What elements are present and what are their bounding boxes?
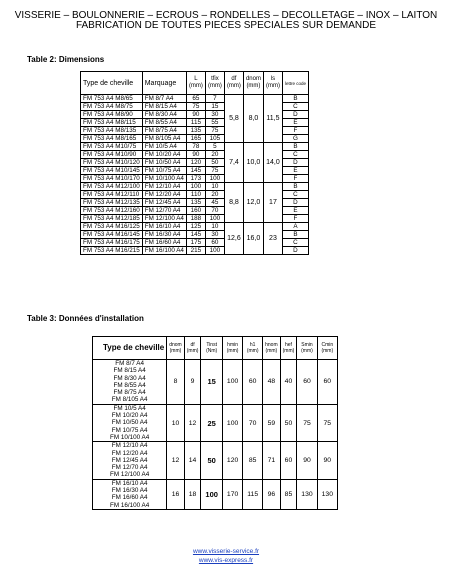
cell-val-4: 60 (243, 360, 263, 405)
header-col-3: hmin (mm) (222, 337, 242, 360)
cell-code: E (282, 167, 308, 175)
cell-tfix: 10 (205, 223, 224, 231)
cell-dnom: 8,0 (243, 95, 263, 143)
cell-L: 188 (186, 215, 205, 223)
cell-code: F (282, 215, 308, 223)
cell-val-6: 60 (280, 442, 297, 479)
header-marquage: Marquage (142, 72, 186, 95)
cell-marquage: FM 10/20 A4 (142, 151, 186, 159)
header-L: L (mm) (186, 72, 205, 95)
cell-code: D (282, 199, 308, 207)
header-type: Type de cheville (81, 72, 143, 95)
cell-val-1: 18 (184, 479, 201, 509)
cell-val-3: 100 (222, 360, 242, 405)
cell-L: 90 (186, 111, 205, 119)
cell-val-1: 12 (184, 404, 201, 441)
cell-val-8: 60 (317, 360, 337, 405)
cell-marquage: FM 12/45 A4 (142, 199, 186, 207)
table-row (93, 404, 338, 441)
cell-val-7: 75 (297, 404, 317, 441)
cell-tfix: 100 (205, 215, 224, 223)
cell-types: FM 12/10 A4 FM 12/20 A4 FM 12/45 A4 FM 12/70 A4 FM 12/100 A4 (93, 442, 167, 479)
header-line-1: VISSERIE – BOULONNERIE – ECROUS – RONDELLES – DECOLLETAGE – INOX – LAITON (14, 10, 438, 21)
cell-df: 5,8 (224, 95, 243, 143)
cell-val-6: 50 (280, 404, 297, 441)
cell-tfix: 60 (205, 239, 224, 247)
cell-type: FM 753 A4 M10/90 (81, 151, 143, 159)
cell-val-2: 25 (201, 404, 223, 441)
cell-code: C (282, 103, 308, 111)
cell-val-3: 170 (222, 479, 242, 509)
cell-ls: 17 (263, 183, 282, 223)
cell-val-0: 12 (167, 442, 185, 479)
cell-L: 135 (186, 199, 205, 207)
cell-val-6: 85 (280, 479, 297, 509)
cell-types: FM 10/5 A4 FM 10/20 A4 FM 10/50 A4 FM 10/75 A4 FM 10/100 A4 (93, 404, 167, 441)
table-row (81, 95, 309, 103)
cell-L: 145 (186, 167, 205, 175)
table-row (93, 360, 338, 405)
cell-val-0: 10 (167, 404, 185, 441)
cell-df: 12,6 (224, 223, 243, 255)
header-type: Type de cheville (93, 337, 167, 360)
cell-dnom: 10,0 (243, 143, 263, 183)
cell-val-2: 100 (201, 479, 223, 509)
cell-L: 110 (186, 191, 205, 199)
header-col-7: Smin (mm) (297, 337, 317, 360)
cell-L: 100 (186, 183, 205, 191)
cell-marquage: FM 8/105 A4 (142, 135, 186, 143)
header-col-8: Cmin (mm) (317, 337, 337, 360)
cell-tfix: 5 (205, 143, 224, 151)
cell-type: FM 753 A4 M8/90 (81, 111, 143, 119)
cell-type: FM 753 A4 M16/125 (81, 223, 143, 231)
cell-val-3: 120 (222, 442, 242, 479)
cell-code: C (282, 151, 308, 159)
cell-val-5: 96 (263, 479, 281, 509)
cell-ls: 14,0 (263, 143, 282, 183)
cell-ls: 23 (263, 223, 282, 255)
cell-type: FM 753 A4 M12/110 (81, 191, 143, 199)
cell-tfix: 50 (205, 159, 224, 167)
table2-caption: Table 2: Dimensions (27, 55, 105, 64)
cell-L: 165 (186, 135, 205, 143)
cell-code: F (282, 175, 308, 183)
cell-marquage: FM 8/7 A4 (142, 95, 186, 103)
footer-link-vis-express[interactable]: www.vis-express.fr (198, 557, 254, 564)
cell-tfix: 55 (205, 119, 224, 127)
cell-marquage: FM 16/100 A4 (142, 247, 186, 255)
cell-val-4: 85 (243, 442, 263, 479)
header-col-2: Tinst (Nm) (201, 337, 223, 360)
cell-tfix: 15 (205, 103, 224, 111)
cell-L: 135 (186, 127, 205, 135)
cell-L: 115 (186, 119, 205, 127)
cell-code: B (282, 95, 308, 103)
cell-val-6: 40 (280, 360, 297, 405)
cell-L: 125 (186, 223, 205, 231)
table-row (93, 442, 338, 479)
cell-dnom: 16,0 (243, 223, 263, 255)
cell-code: F (282, 127, 308, 135)
cell-type: FM 753 A4 M10/75 (81, 143, 143, 151)
cell-code: B (282, 183, 308, 191)
cell-marquage: FM 12/10 A4 (142, 183, 186, 191)
cell-marquage: FM 10/100 A4 (142, 175, 186, 183)
cell-code: C (282, 239, 308, 247)
cell-tfix: 70 (205, 207, 224, 215)
cell-val-8: 130 (317, 479, 337, 509)
cell-val-5: 48 (263, 360, 281, 405)
cell-marquage: FM 8/75 A4 (142, 127, 186, 135)
table-row (81, 183, 309, 191)
cell-L: 75 (186, 103, 205, 111)
cell-type: FM 753 A4 M10/145 (81, 167, 143, 175)
cell-L: 215 (186, 247, 205, 255)
cell-val-7: 90 (297, 442, 317, 479)
cell-tfix: 30 (205, 111, 224, 119)
header-code: lettre code (282, 72, 308, 95)
cell-marquage: FM 10/75 A4 (142, 167, 186, 175)
cell-marquage: FM 16/60 A4 (142, 239, 186, 247)
cell-val-8: 75 (317, 404, 337, 441)
table-header-row (81, 72, 309, 95)
cell-code: E (282, 119, 308, 127)
cell-marquage: FM 10/5 A4 (142, 143, 186, 151)
cell-L: 160 (186, 207, 205, 215)
header-col-4: h1 (mm) (243, 337, 263, 360)
cell-L: 120 (186, 159, 205, 167)
cell-L: 175 (186, 239, 205, 247)
cell-L: 145 (186, 231, 205, 239)
table-row (93, 479, 338, 509)
cell-code: D (282, 159, 308, 167)
header-col-1: df (mm) (184, 337, 201, 360)
cell-val-2: 15 (201, 360, 223, 405)
cell-code: D (282, 111, 308, 119)
cell-marquage: FM 8/30 A4 (142, 111, 186, 119)
cell-val-3: 100 (222, 404, 242, 441)
table-row (81, 143, 309, 151)
cell-type: FM 753 A4 M10/170 (81, 175, 143, 183)
cell-marquage: FM 10/50 A4 (142, 159, 186, 167)
cell-marquage: FM 8/55 A4 (142, 119, 186, 127)
cell-type: FM 753 A4 M16/175 (81, 239, 143, 247)
cell-L: 65 (186, 95, 205, 103)
cell-marquage: FM 16/30 A4 (142, 231, 186, 239)
cell-code: C (282, 191, 308, 199)
cell-L: 78 (186, 143, 205, 151)
cell-type: FM 753 A4 M12/100 (81, 183, 143, 191)
cell-tfix: 30 (205, 231, 224, 239)
header-ls: ls (mm) (263, 72, 282, 95)
header-df: df (mm) (224, 72, 243, 95)
cell-type: FM 753 A4 M8/115 (81, 119, 143, 127)
header-col-0: dnom (mm) (167, 337, 185, 360)
cell-code: G (282, 135, 308, 143)
cell-val-5: 71 (263, 442, 281, 479)
header-tfix: tfix (mm) (205, 72, 224, 95)
cell-type: FM 753 A4 M16/215 (81, 247, 143, 255)
cell-type: FM 753 A4 M12/135 (81, 199, 143, 207)
cell-tfix: 45 (205, 199, 224, 207)
cell-tfix: 75 (205, 167, 224, 175)
cell-marquage: FM 12/70 A4 (142, 207, 186, 215)
cell-val-7: 60 (297, 360, 317, 405)
cell-val-7: 130 (297, 479, 317, 509)
header-col-6: hef (mm) (280, 337, 297, 360)
cell-tfix: 10 (205, 183, 224, 191)
cell-type: FM 753 A4 M8/75 (81, 103, 143, 111)
cell-code: A (282, 223, 308, 231)
cell-type: FM 753 A4 M16/145 (81, 231, 143, 239)
cell-tfix: 105 (205, 135, 224, 143)
cell-df: 8,8 (224, 183, 243, 223)
cell-type: FM 753 A4 M12/160 (81, 207, 143, 215)
cell-L: 173 (186, 175, 205, 183)
cell-code: D (282, 247, 308, 255)
cell-tfix: 100 (205, 175, 224, 183)
cell-L: 90 (186, 151, 205, 159)
cell-val-0: 16 (167, 479, 185, 509)
cell-type: FM 753 A4 M8/65 (81, 95, 143, 103)
cell-marquage: FM 16/10 A4 (142, 223, 186, 231)
cell-type: FM 753 A4 M12/185 (81, 215, 143, 223)
cell-tfix: 20 (205, 191, 224, 199)
cell-val-4: 70 (243, 404, 263, 441)
installation-table (92, 336, 338, 510)
cell-tfix: 20 (205, 151, 224, 159)
dimensions-table (80, 71, 309, 255)
cell-dnom: 12,0 (243, 183, 263, 223)
cell-val-5: 59 (263, 404, 281, 441)
cell-tfix: 75 (205, 127, 224, 135)
cell-types: FM 8/7 A4 FM 8/15 A4 FM 8/30 A4 FM 8/55 A4 FM 8/75 A4 FM 8/105 A4 (93, 360, 167, 405)
cell-type: FM 753 A4 M8/165 (81, 135, 143, 143)
footer-link-visserie-service[interactable]: www.visserie-service.fr (192, 548, 260, 555)
cell-marquage: FM 8/15 A4 (142, 103, 186, 111)
cell-val-0: 8 (167, 360, 185, 405)
cell-code: B (282, 231, 308, 239)
cell-type: FM 753 A4 M8/135 (81, 127, 143, 135)
cell-tfix: 7 (205, 95, 224, 103)
cell-code: B (282, 143, 308, 151)
cell-val-1: 14 (184, 442, 201, 479)
table-row (81, 223, 309, 231)
header-line-2: FABRICATION DE TOUTES PIECES SPECIALES SUR DEMANDE (75, 20, 377, 31)
cell-marquage: FM 12/100 A4 (142, 215, 186, 223)
cell-val-4: 115 (243, 479, 263, 509)
cell-val-2: 50 (201, 442, 223, 479)
header-col-5: hnom (mm) (263, 337, 281, 360)
cell-ls: 11,5 (263, 95, 282, 143)
header-dnom: dnom (mm) (243, 72, 263, 95)
cell-df: 7,4 (224, 143, 243, 183)
cell-types: FM 16/10 A4 FM 16/30 A4 FM 16/60 A4 FM 16/100 A4 (93, 479, 167, 509)
table3-caption: Table 3: Données d'installation (27, 314, 144, 323)
cell-code: E (282, 207, 308, 215)
cell-marquage: FM 12/20 A4 (142, 191, 186, 199)
cell-type: FM 753 A4 M10/120 (81, 159, 143, 167)
cell-tfix: 100 (205, 247, 224, 255)
table-header-row (93, 337, 338, 360)
cell-val-1: 9 (184, 360, 201, 405)
cell-val-8: 90 (317, 442, 337, 479)
